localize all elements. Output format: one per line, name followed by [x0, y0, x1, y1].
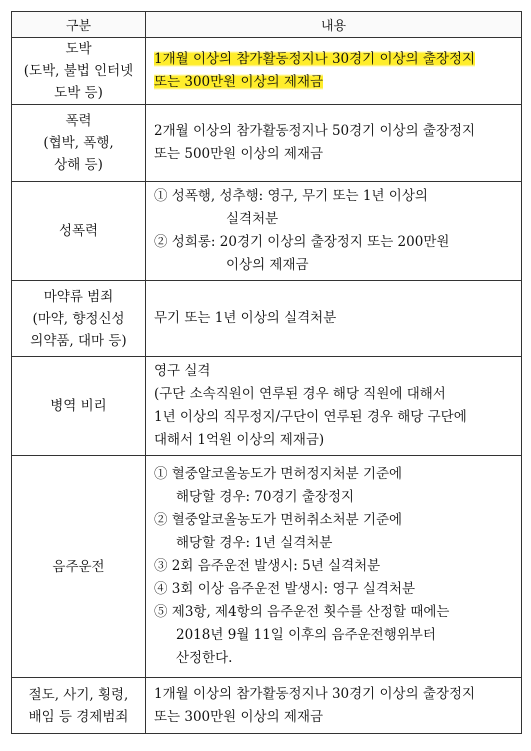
- category-cell: [12, 38, 146, 105]
- item-text: 혈중알코올농도가 면허취소처분 기준에: [171, 512, 403, 528]
- content-cell: [146, 38, 522, 105]
- item-number: ②: [154, 512, 168, 528]
- header-category: 구분: [12, 12, 146, 38]
- category-cell: [12, 357, 146, 456]
- item-number: ②: [154, 234, 168, 250]
- category-label: 도박 등): [54, 85, 103, 101]
- category-label: (마약, 향정신성: [32, 310, 125, 327]
- content-line: (구단 소속직원이 연루된 경우 해당 직원에 대해서: [154, 386, 446, 402]
- content-cell: [146, 357, 522, 456]
- category-label: 상해 등): [54, 157, 103, 173]
- item-text: 실격처분: [226, 211, 279, 227]
- content-line: 1년 이상의 직무정지/구단이 연루된 경우 해당 구단에: [154, 409, 467, 425]
- item-text: 2회 음주운전 발생시: 5년 실격처분: [171, 558, 381, 574]
- content-line: 2개월 이상의 참가활동정지나 50경기 이상의 출장정지: [154, 123, 476, 139]
- content-cell: [146, 105, 522, 182]
- content-cell: [146, 182, 522, 281]
- item-text: 산정한다.: [176, 650, 233, 666]
- content-line: 1개월 이상의 참가활동정지나 30경기 이상의 출장정지: [154, 685, 476, 702]
- header-row: [12, 12, 522, 38]
- category-cell: [12, 456, 146, 678]
- highlighted-text: 1개월 이상의 참가활동정지나 30경기 이상의 출장정지: [154, 51, 476, 67]
- table-row: [12, 38, 522, 105]
- highlighted-text: 또는 300만원 이상의 제재금: [154, 74, 324, 90]
- category-label: 병역 비리: [50, 398, 107, 414]
- item-number: ④: [154, 581, 168, 597]
- content-line: 무기 또는 1년 이상의 실격처분: [154, 310, 337, 326]
- category-label: 폭력: [65, 113, 92, 129]
- table-row: [12, 182, 522, 281]
- item-text: 3회 이상 음주운전 발생시: 영구 실격처분: [171, 581, 416, 597]
- content-line: 또는 300만원 이상의 제재금: [154, 708, 324, 725]
- category-cell: [12, 182, 146, 281]
- category-cell: [12, 678, 146, 734]
- item-text: 제3항, 제4항의 음주운전 횟수를 산정할 때에는: [171, 604, 450, 620]
- category-label: 절도, 사기, 횡령,: [28, 686, 129, 703]
- item-text: 해당할 경우: 1년 실격처분: [176, 535, 333, 551]
- item-text: 성희롱: 20경기 이상의 출장정지 또는 200만원: [171, 234, 450, 250]
- item-number: ①: [154, 188, 168, 204]
- category-cell: [12, 281, 146, 357]
- sanctions-table: [11, 11, 522, 734]
- table-row: [12, 678, 522, 734]
- category-label: (협박, 폭행,: [43, 135, 114, 151]
- category-label: 성폭력: [58, 223, 99, 239]
- category-label: 도박: [65, 41, 92, 57]
- item-text: 2018년 9월 11일 이후의 음주운전행위부터: [176, 627, 436, 643]
- table-row: [12, 357, 522, 456]
- item-number: ⑤: [154, 604, 168, 620]
- content-cell: [146, 281, 522, 357]
- content-cell: [146, 456, 522, 678]
- category-label: 마약류 범죄: [43, 288, 114, 305]
- table-row: [12, 456, 522, 678]
- table-row: [12, 105, 522, 182]
- category-label: (도박, 불법 인터넷: [23, 63, 134, 79]
- table-row: [12, 281, 522, 357]
- item-text: 혈중알코올농도가 면허정지처분 기준에: [171, 466, 403, 482]
- content-line: 영구 실격: [154, 363, 211, 379]
- category-label: 배임 등 경제범죄: [28, 708, 129, 725]
- category-cell: [12, 105, 146, 182]
- category-label: 음주운전: [52, 558, 105, 575]
- content-line: 또는 500만원 이상의 제재금: [154, 146, 324, 162]
- content-cell: [146, 678, 522, 734]
- item-text: 성폭행, 성추행: 영구, 무기 또는 1년 이상의: [171, 188, 428, 204]
- content-line: 대해서 1억원 이상의 제재금): [154, 432, 325, 448]
- category-label: 의약품, 대마 등): [30, 332, 127, 349]
- item-number: ③: [154, 558, 168, 574]
- item-text: 이상의 제재금: [226, 257, 309, 273]
- item-number: ①: [154, 466, 168, 482]
- item-text: 해당할 경우: 70경기 출장정지: [176, 489, 355, 505]
- header-content: 내용: [146, 12, 522, 38]
